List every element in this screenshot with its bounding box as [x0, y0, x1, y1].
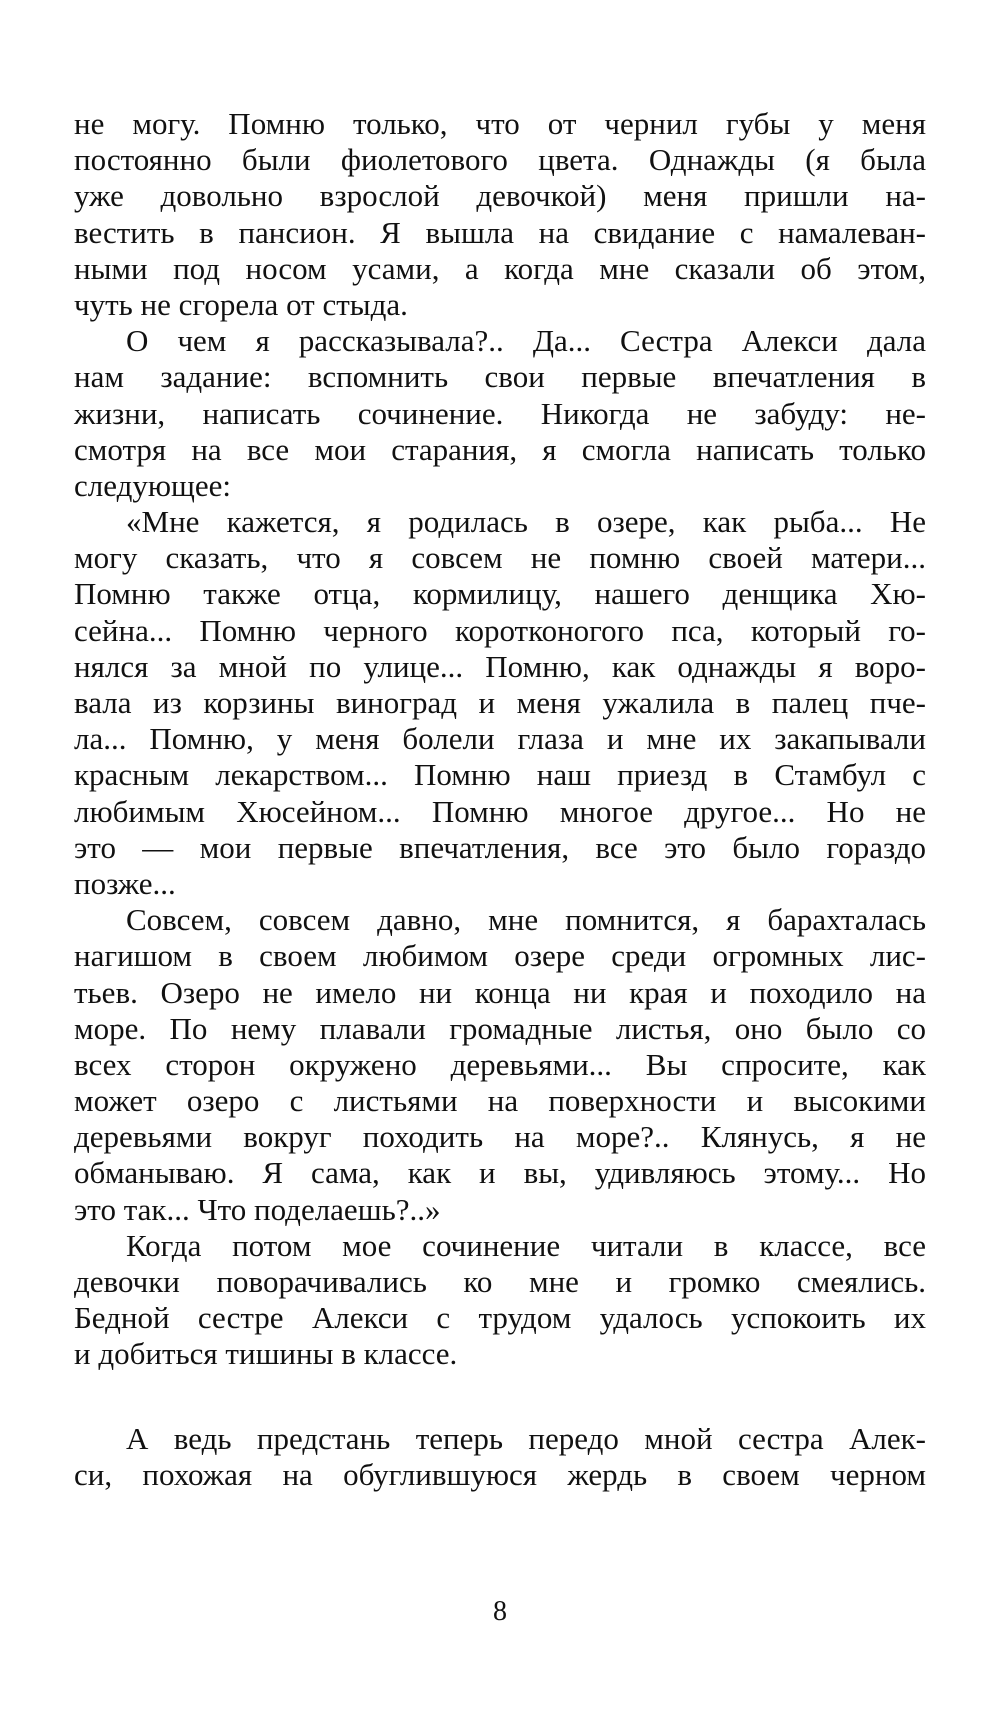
text-line: смотря на все мои старания, я смогла написать только: [74, 431, 926, 467]
text-line: всех сторон окружено деревьями... Вы спросите, как: [74, 1046, 926, 1082]
text-line: нялся за мной по улице... Помню, как однажды я воро-: [74, 648, 926, 684]
paragraph-1: [74, 106, 926, 323]
text-line: обманываю. Я сама, как и вы, удивляюсь этому... Но: [74, 1155, 926, 1191]
text-line: нагишом в своем любимом озере среди огромных лис-: [74, 938, 926, 974]
paragraph-6: [74, 1421, 926, 1493]
paragraph-2: [74, 323, 926, 504]
paragraph-4: [74, 902, 926, 1228]
paragraph-5: [74, 1228, 926, 1373]
text-line: деревьями вокруг походить на море?.. Клянусь, я не: [74, 1119, 926, 1155]
body-text: [74, 106, 926, 1493]
text-line: Бедной сестре Алекси с трудом удалось успокоить их: [74, 1300, 926, 1336]
text-line: позже...: [74, 865, 176, 901]
text-line: вала из корзины виноград и меня ужалила в палец пче-: [74, 685, 926, 720]
text-line: тьев. Озеро не имело ни конца ни края и походило на: [74, 974, 926, 1010]
page-number: 8: [493, 1596, 507, 1627]
text-line: чуть не сгорела от стыда.: [74, 286, 408, 322]
text-line: ла... Помню, у меня болели глаза и мне их закапывали: [74, 721, 926, 757]
paragraph-3: [74, 504, 926, 902]
text-line: жизни, написать сочинение. Никогда не забуду: не-: [74, 395, 926, 431]
text-line: красным лекарством... Помню наш приезд в Стамбул с: [74, 757, 926, 793]
text-line: нам задание: вспомнить свои первые впечатления в: [74, 359, 926, 395]
text-line: море. По нему плавали громадные листья, оно было со: [74, 1010, 926, 1046]
text-line: «Мне кажется, я родилась в озере, как рыба... Не: [126, 504, 926, 540]
text-line: уже довольно взрослой девочкой) меня пришли на-: [74, 178, 926, 214]
text-line: Помню также отца, кормилицу, нашего денщика Хю-: [74, 576, 926, 612]
text-line: может озеро с листьями на поверхности и высокими: [74, 1083, 926, 1119]
text-line: си, похожая на обуглившуюся жердь в своем черном: [74, 1456, 926, 1492]
text-line: любимым Хюсейном... Помню многое другое... Но не: [74, 793, 926, 829]
text-line: не могу. Помню только, что от чернил губы у меня: [74, 106, 926, 141]
text-line: О чем я рассказывала?.. Да... Сестра Алекси дала: [126, 323, 926, 359]
text-line: ными под носом усами, а когда мне сказали об этом,: [74, 250, 926, 286]
text-line: Когда потом мое сочинение читали в классе, все: [126, 1227, 926, 1263]
text-line: Совсем, совсем давно, мне помнится, я барахталась: [126, 902, 926, 938]
text-line: и добиться тишины в классе.: [74, 1336, 458, 1372]
text-line: постоянно были фиолетового цвета. Однажды (я была: [74, 142, 926, 178]
section-break: [74, 1373, 926, 1421]
text-line: вестить в пансион. Я вышла на свидание с намалеван-: [74, 214, 926, 250]
text-line: могу сказать, что я совсем не помню своей матери...: [74, 540, 926, 576]
text-line: А ведь предстань теперь передо мной сестра Алек-: [126, 1420, 926, 1456]
text-line: девочки поворачивались ко мне и громко смеялись.: [74, 1264, 926, 1299]
text-line: это — мои первые впечатления, все это было гораздо: [74, 829, 926, 865]
text-line: следующее:: [74, 467, 232, 503]
text-line: сейна... Помню черного коротконогого пса, который го-: [74, 612, 926, 648]
text-line: это так... Что поделаешь?..»: [74, 1191, 441, 1227]
